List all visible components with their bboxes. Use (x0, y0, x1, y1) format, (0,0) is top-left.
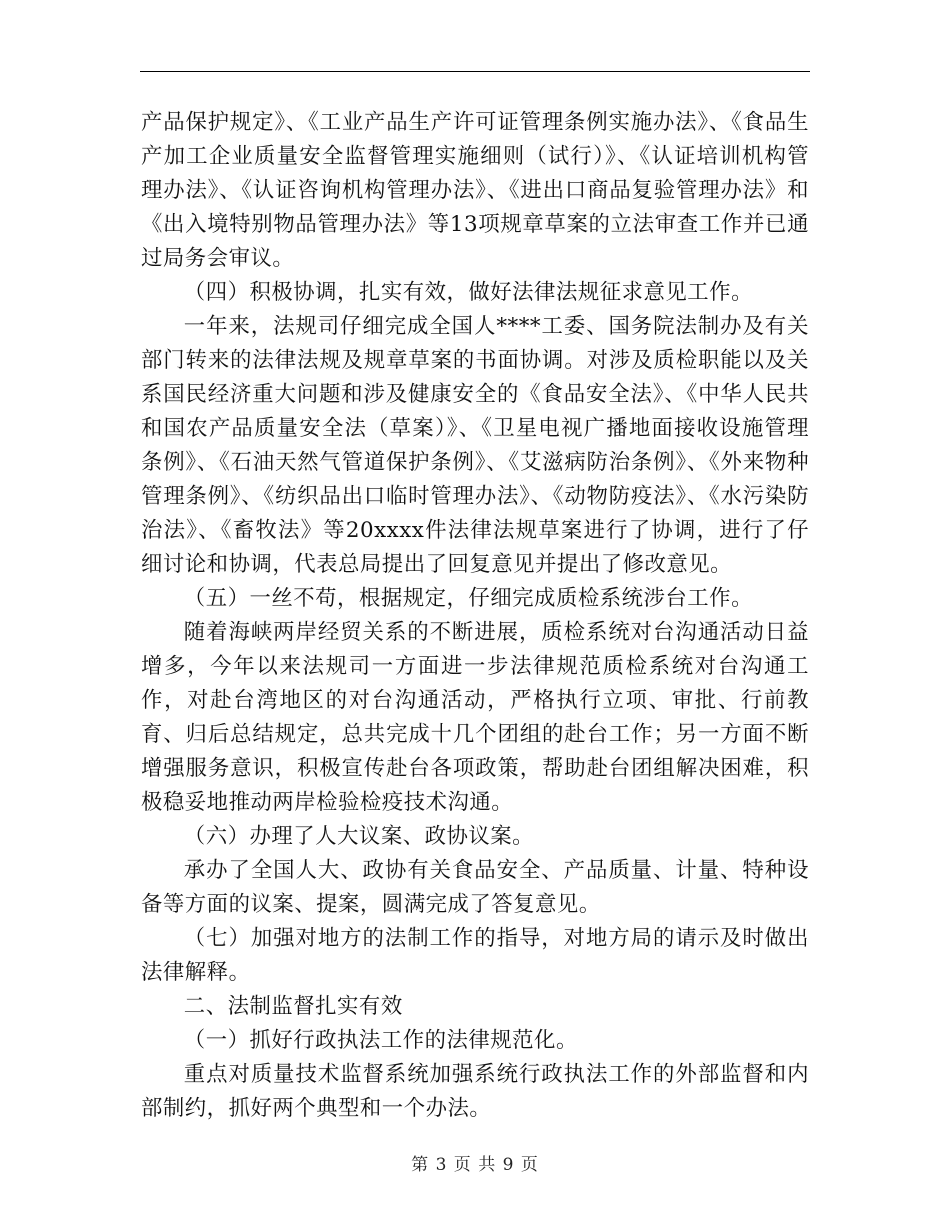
paragraph-3: 一年来，法规司仔细完成全国人****工委、国务院法制办及有关部门转来的法律法规及规章草案的书面协调。对涉及质检职能以及关系国民经济重大问题和涉及健康安全的《食品安全法》、《中华人民共和国农产品质量安全法（草案）》、《卫星电视广播地面接收设施管理条例》、《石油天然气管道保护条例》、《艾滋病防治条例》、《外来物种管理条例》、《纺织品出口临时管理办法》、《动物防疫法》、《水污染防治法》、《畜牧法》等20xxxx件法律法规草案进行了协调，进行了仔细讨论和协调，代表总局提出了回复意见并提出了修改意见。 (141, 314, 809, 577)
paragraph-10-heading: （一）抓好行政执法工作的法律规范化。 (183, 1028, 578, 1053)
header-rule (140, 71, 810, 72)
paragraph-6-heading: （六）办理了人大议案、政协议案。 (183, 824, 535, 849)
paragraph-8-heading: （七）加强对地方的法制工作的指导，对地方局的请示及时做出法律解释。 (141, 926, 809, 985)
section-heading: 二、法制监督扎实有效 (183, 994, 403, 1019)
paragraph-4-heading: （五）一丝不苟，根据规定，仔细完成质检系统涉台工作。 (183, 586, 753, 611)
document-body (141, 106, 809, 1126)
paragraph-11: 重点对质量技术监督系统加强系统行政执法工作的外部监督和内部制约，抓好两个典型和一个办法。 (141, 1062, 809, 1121)
paragraph-7: 承办了全国人大、政协有关食品安全、产品质量、计量、特种设备等方面的议案、提案，圆满完成了答复意见。 (141, 858, 809, 917)
paragraph-1: 产品保护规定》、《工业产品生产许可证管理条例实施办法》、《食品生产加工企业质量安全监督管理实施细则（试行）》、《认证培训机构管理办法》、《认证咨询机构管理办法》、《进出口商品复验管理办法》和《出入境特别物品管理办法》等13项规章草案的立法审查工作并已通过局务会审议。 (141, 110, 809, 271)
paragraph-5: 随着海峡两岸经贸关系的不断进展，质检系统对台沟通活动日益增多，今年以来法规司一方面进一步法律规范质检系统对台沟通工作，对赴台湾地区的对台沟通活动，严格执行立项、审批、行前教育、归后总结规定，总共完成十几个团组的赴台工作；另一方面不断增强服务意识，积极宣传赴台各项政策，帮助赴台团组解决困难，积极稳妥地推动两岸检验检疫技术沟通。 (141, 620, 809, 815)
paragraph-2-heading: （四）积极协调，扎实有效，做好法律法规征求意见工作。 (183, 280, 753, 305)
page-number: 第 3 页 共 9 页 (411, 1155, 539, 1175)
